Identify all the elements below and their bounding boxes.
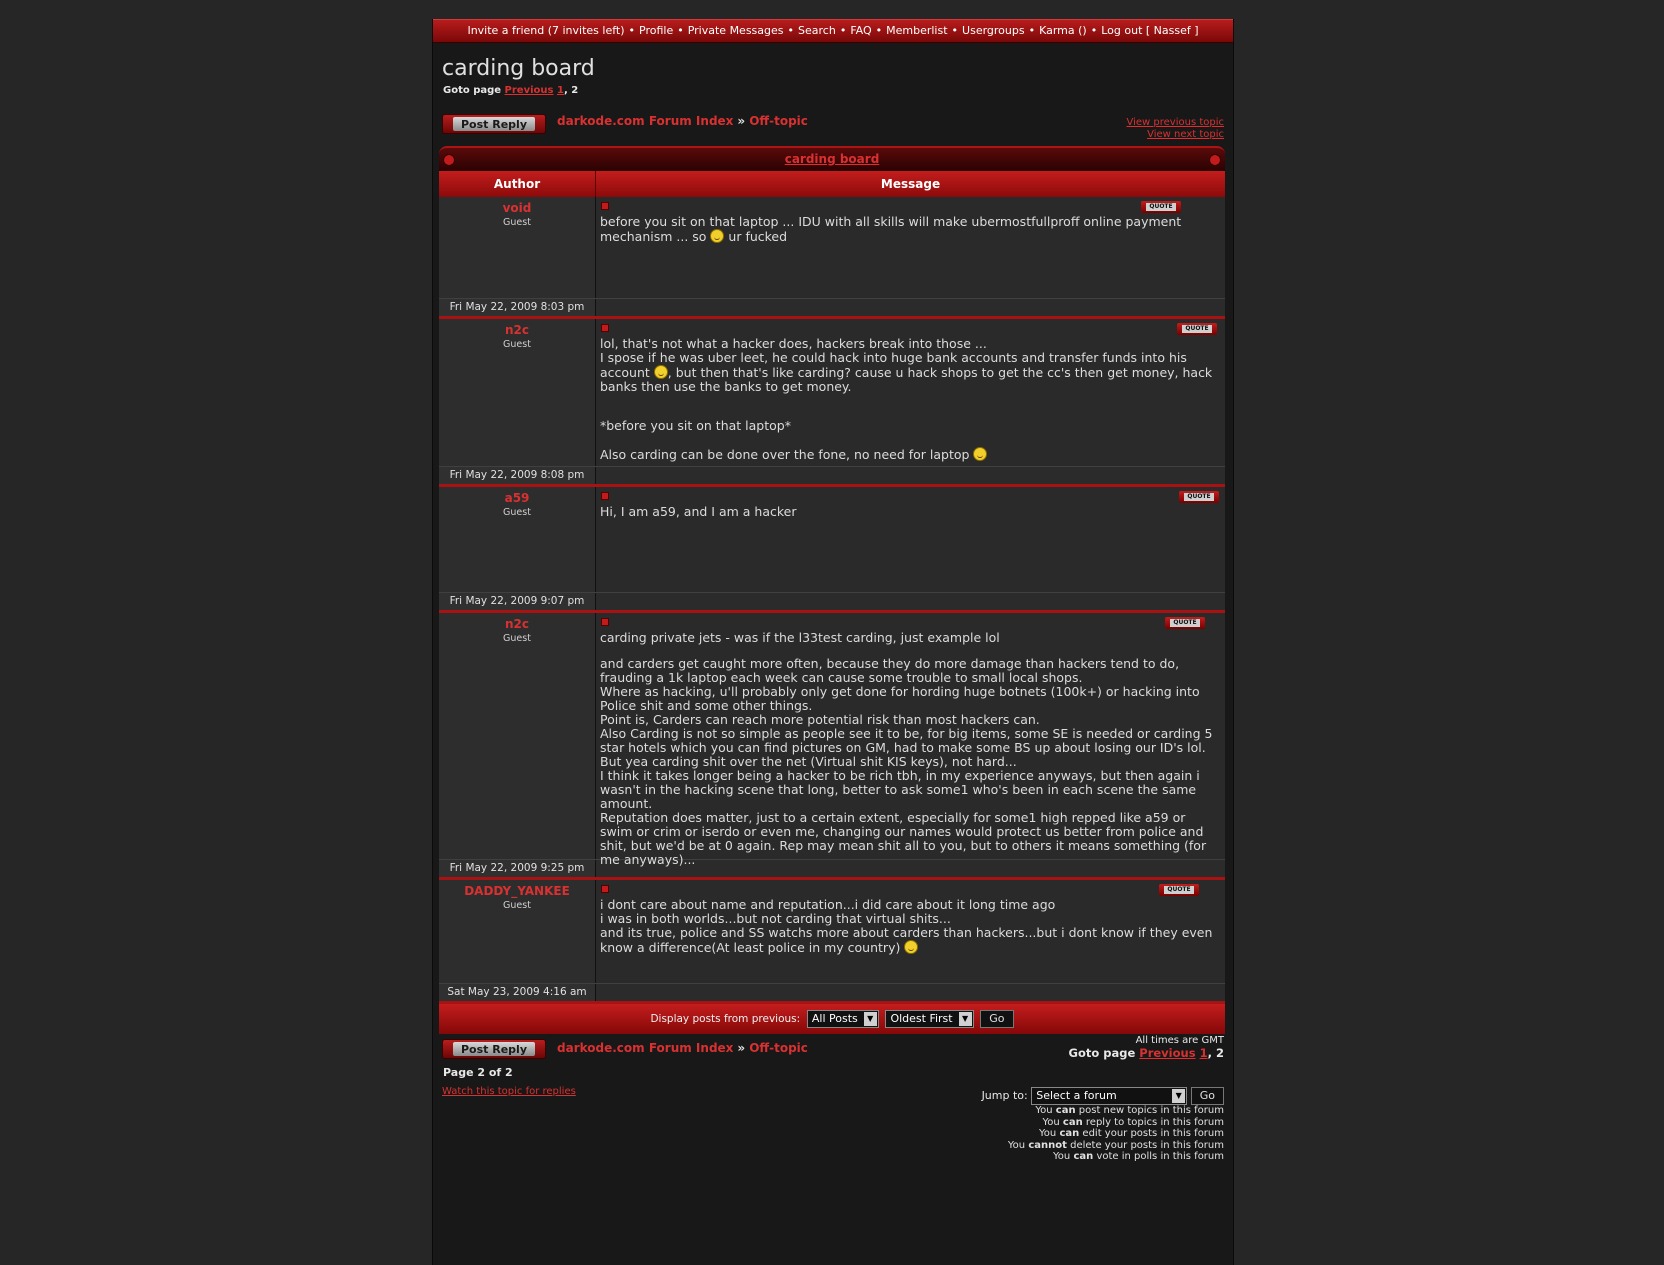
quote-button[interactable]: QUOTE <box>1165 617 1205 629</box>
page-info: Page 2 of 2 <box>443 1066 513 1079</box>
post-author-cell <box>439 613 596 859</box>
quote-button[interactable]: QUOTE <box>1179 491 1219 503</box>
nav-karma-link[interactable]: Karma () <box>1039 24 1087 37</box>
jump-forum-select[interactable]: Select a forum ▼ <box>1031 1087 1187 1105</box>
quote-button[interactable]: QUOTE <box>1177 323 1217 335</box>
post-icon <box>601 492 609 500</box>
chevron-down-icon: ▼ <box>959 1012 972 1026</box>
author-column-header: Author <box>439 171 596 197</box>
corner-dot-icon <box>1209 154 1221 166</box>
nav-private-messages-link[interactable]: Private Messages <box>687 24 784 37</box>
subforum-link[interactable]: Off-topic <box>749 114 808 128</box>
post-message: QUOTE lol, that's not what a hacker does, hackers break into those ... I spose if he was uber leet, he could hack into huge bank accounts and transfer funds into his account , but then that's like carding? cause u hack shops to get the cc's then get money, hack banks then use the banks to get money. *before you sit on that laptop* Also carding can be done over the fone, no need for laptop <box>596 319 1225 466</box>
post-author-rank: Guest <box>503 217 531 228</box>
subforum-link[interactable]: Off-topic <box>749 1041 808 1055</box>
post-author-name[interactable]: DADDY_YANKEE <box>464 884 570 898</box>
jump-to-label: Jump to: <box>981 1089 1028 1102</box>
post-author-name[interactable]: n2c <box>504 323 529 337</box>
post-author-cell <box>439 487 596 592</box>
goto-previous-link[interactable]: Previous <box>1139 1046 1196 1060</box>
post-date-row <box>439 983 1225 1001</box>
post-date: Sat May 23, 2009 4:16 am <box>439 984 596 1001</box>
display-posts-label: Display posts from previous: <box>650 1013 801 1025</box>
goto-previous-link[interactable]: Previous <box>504 85 554 96</box>
current-page: 2 <box>1215 1046 1224 1060</box>
chevron-down-icon: ▼ <box>864 1012 877 1026</box>
quote-button[interactable]: QUOTE <box>1159 884 1199 896</box>
permission-line: You can vote in polls in this forum <box>1053 1151 1224 1162</box>
forum-index-link[interactable]: darkode.com Forum Index <box>557 1041 734 1055</box>
post-icon <box>601 885 609 893</box>
post-date-row <box>439 298 1225 316</box>
post-author-cell <box>439 197 596 298</box>
post-author-name[interactable]: a59 <box>504 491 530 505</box>
topic-title[interactable]: carding board <box>442 56 595 81</box>
post-date: Fri May 22, 2009 8:08 pm <box>439 467 596 484</box>
page-wrapper <box>432 19 1234 1265</box>
smile-icon <box>904 940 918 954</box>
jump-go-button[interactable]: Go <box>1191 1087 1224 1105</box>
post-message: QUOTE Hi, I am a59, and I am a hacker <box>596 487 1225 592</box>
posts-table <box>439 146 1225 1034</box>
goto-page-1-link[interactable]: 1 <box>1199 1046 1208 1060</box>
view-next-topic-link[interactable]: View next topic <box>1147 129 1224 140</box>
jump-to-form <box>982 1087 1224 1105</box>
post-date: Fri May 22, 2009 9:07 pm <box>439 593 596 610</box>
forum-index-link[interactable]: darkode.com Forum Index <box>557 114 734 128</box>
nav-memberlist-link[interactable]: Memberlist <box>886 24 948 37</box>
topic-navigation <box>1126 117 1224 141</box>
post-author-name[interactable]: void <box>502 201 532 215</box>
wink-icon <box>973 447 987 461</box>
post-message: QUOTE carding private jets - was if the l33test carding, just example lol and carders get caught more often, because they do more damage than hackers tend to do, frauding a 1k laptop each week can cause some trouble to small local shops. Where as hacking, u'll probably only get done for hording huge botnets (100k+) or hacking into Police shit and some other things. Point is, Carders can reach more potential risk than most hackers can. Also Carding is not so simple as people see it to be, for big items, some SE is needed or carding 5 star hotels which you can find pictures on GM, had to make some BS up about losing our ID's lol. But yea carding shit over the net (Virtual shit KIS keys), not hard... I think it takes longer being a hacker to be rich tbh, in my experience anyways, but then again i wasn't in the hacking scene that long, better to ask some1 who's been in each scene the same amount. Reputation does matter, just to a certain extent, especially for some1 high repped like a59 or swim or crim or iserdo or even me, changing our names would protect us better from police and shit, but we'd be at 0 again. Rep may mean shit all to you, but to others it means something (for me anyways)... <box>596 613 1225 859</box>
post-author-cell <box>439 880 596 983</box>
breadcrumb-bottom: darkode.com Forum Index » Off-topic <box>557 1041 808 1055</box>
table-title-link[interactable]: carding board <box>784 152 880 166</box>
post-date: Fri May 22, 2009 8:03 pm <box>439 299 596 316</box>
post-author-rank: Guest <box>503 633 531 644</box>
post-message: QUOTE i dont care about name and reputation...i did care about it long time ago i was in both worlds...but not carding that virtual shits... and its true, police and SS watchs more about carders than hackers...but i dont know if they even know a difference(At least police in my country) <box>596 880 1225 983</box>
corner-dot-icon <box>443 154 455 166</box>
goto-page-top: Goto page Previous 1, 2 <box>443 85 579 96</box>
display-go-button[interactable]: Go <box>980 1010 1013 1028</box>
post-row <box>439 877 1225 983</box>
display-options-bar <box>439 1001 1225 1034</box>
post-reply-button-top[interactable]: Post Reply <box>442 114 546 134</box>
post-row <box>439 316 1225 466</box>
permission-line: You can post new topics in this forum <box>1035 1105 1224 1116</box>
post-date-row <box>439 592 1225 610</box>
breadcrumb-top: darkode.com Forum Index » Off-topic <box>557 114 808 128</box>
post-author-cell <box>439 319 596 466</box>
nav-search-link[interactable]: Search <box>798 24 836 37</box>
message-column-header: Message <box>880 177 941 191</box>
post-date-row <box>439 466 1225 484</box>
nav-logout-link[interactable]: Log out [ Nassef ] <box>1101 24 1199 37</box>
goto-page-1-link[interactable]: 1 <box>556 85 564 96</box>
chevron-down-icon: ▼ <box>1172 1089 1185 1103</box>
column-headers <box>439 171 1225 197</box>
nav-invite-link[interactable]: Invite a friend (7 invites left) <box>467 24 625 37</box>
nav-usergroups-link[interactable]: Usergroups <box>962 24 1025 37</box>
permission-line: You can reply to topics in this forum <box>1042 1116 1224 1128</box>
footer-pagination: All times are GMT Goto page Previous 1, 2 <box>1068 1035 1224 1060</box>
post-date: Fri May 22, 2009 9:25 pm <box>439 860 596 877</box>
nav-faq-link[interactable]: FAQ <box>850 24 872 37</box>
quote-button[interactable]: QUOTE <box>1141 201 1181 213</box>
post-message: QUOTE before you sit on that laptop ... IDU with all skills will make ubermostfullproff online payment mechanism ... so ur fucked <box>596 197 1225 298</box>
posts-order-select[interactable]: Oldest First ▼ <box>885 1010 973 1028</box>
watch-topic-link[interactable]: Watch this topic for replies <box>442 1086 576 1097</box>
post-author-name[interactable]: n2c <box>504 617 529 631</box>
forum-permissions <box>1008 1105 1224 1163</box>
post-row <box>439 197 1225 298</box>
permission-line: You cannot delete your posts in this forum <box>1007 1139 1224 1151</box>
nav-profile-link[interactable]: Profile <box>639 24 674 37</box>
post-author-rank: Guest <box>503 339 531 350</box>
posts-range-select[interactable]: All Posts ▼ <box>807 1010 879 1028</box>
post-author-rank: Guest <box>503 507 531 518</box>
post-icon <box>601 202 609 210</box>
post-author-rank: Guest <box>503 900 531 911</box>
permission-line: You can edit your posts in this forum <box>1039 1128 1224 1139</box>
table-header <box>439 146 1225 171</box>
view-previous-topic-link[interactable]: View previous topic <box>1126 117 1224 128</box>
smile-icon <box>710 229 724 243</box>
post-icon <box>601 618 609 626</box>
post-row <box>439 484 1225 592</box>
current-page: 2 <box>571 85 579 96</box>
post-row <box>439 610 1225 867</box>
post-icon <box>601 324 609 332</box>
smile-icon <box>654 365 668 379</box>
top-navigation: Invite a friend (7 invites left) • Profile • Private Messages • Search • FAQ • Memberlist • Usergroups • Karma () • Log out [ Nassef ] <box>433 19 1233 43</box>
timezone-note: All times are GMT <box>1135 1035 1224 1046</box>
post-reply-button-bottom[interactable]: Post Reply <box>442 1039 546 1059</box>
